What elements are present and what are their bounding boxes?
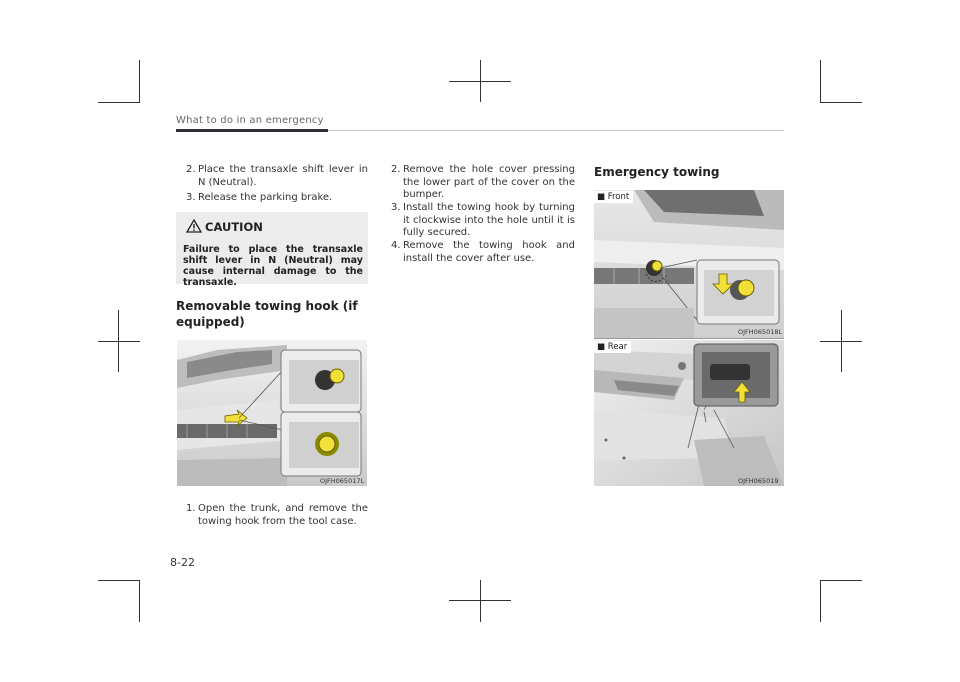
car-front-bumper-illustration [594, 190, 784, 338]
car-rear-bumper-illustration [594, 340, 784, 486]
step-text: Release the parking brake. [198, 192, 333, 203]
front-label: ■ Front [594, 191, 633, 203]
page-number: 8-22 [170, 556, 195, 569]
step-number: 4. [391, 240, 401, 251]
towing-hook-figure [177, 340, 367, 486]
step-text: Open the trunk, and remove the towing hook from the tool case. [198, 503, 368, 527]
figure-code: OJFH065018L [738, 328, 783, 336]
step-text: Remove the towing hook and install the cover after use. [403, 240, 575, 264]
figure-code: OJFH065019 [738, 477, 779, 485]
step-number: 3. [391, 202, 401, 213]
header-bar [176, 129, 328, 132]
step-item [186, 503, 368, 528]
crop-mark [820, 102, 862, 103]
rear-towing-figure [594, 340, 784, 486]
crop-mark [820, 341, 862, 342]
figure-divider [594, 338, 784, 339]
crop-mark [820, 580, 862, 581]
crop-mark [139, 580, 140, 622]
section-heading-emergency-towing: Emergency towing [594, 165, 720, 179]
crop-mark [98, 102, 140, 103]
crop-mark [820, 580, 821, 622]
figure-code: OJFH065017L [320, 477, 365, 485]
section-header: What to do in an emergency [176, 115, 324, 126]
crop-mark [449, 600, 511, 601]
step-text: Install the towing hook by turning it clockwise into the hole until it is fully secured. [403, 202, 575, 238]
crop-mark [98, 341, 140, 342]
caution-text: Failure to place the transaxle shift lever in N (Neutral) may cause internal damage to the transaxle. [183, 244, 363, 288]
step-text: Place the transaxle shift lever in N (Neutral). [198, 164, 368, 188]
crop-mark [480, 580, 481, 622]
step-item [186, 164, 368, 189]
step-item [391, 202, 576, 240]
front-towing-figure [594, 190, 784, 338]
crop-mark [98, 580, 140, 581]
step-number: 2. [186, 164, 196, 175]
step-number: 1. [186, 503, 196, 514]
car-front-illustration [177, 340, 367, 486]
step-text: Remove the hole cover pressing the lower part of the cover on the bumper. [403, 164, 575, 200]
crop-mark [820, 60, 821, 102]
step-item [391, 240, 576, 265]
section-heading-towing-hook: Removable towing hook (if equipped) [176, 299, 358, 329]
crop-mark [449, 81, 511, 82]
rear-label: ■ Rear [594, 341, 631, 353]
caution-title: CAUTION [205, 220, 263, 234]
step-number: 2. [391, 164, 401, 175]
crop-mark [139, 60, 140, 102]
step-item [391, 164, 576, 202]
step-item [186, 192, 368, 205]
warning-icon [186, 219, 202, 233]
header-rule [328, 130, 784, 131]
step-number: 3. [186, 192, 196, 203]
